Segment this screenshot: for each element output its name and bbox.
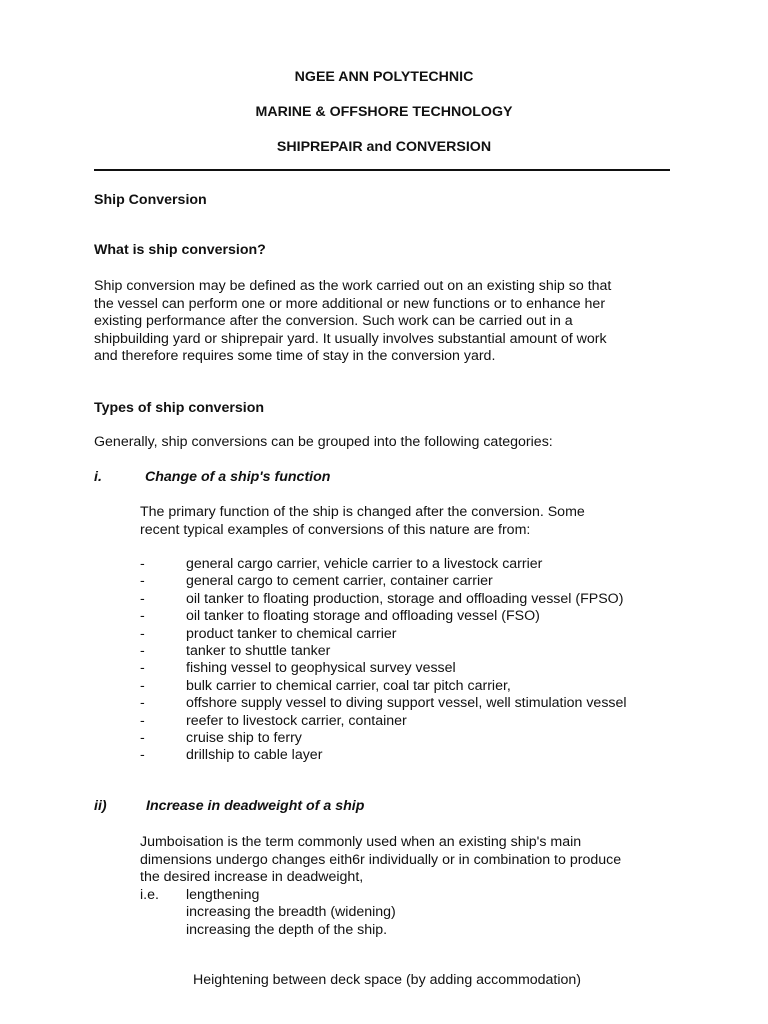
category-2-numeral: ii) — [94, 798, 107, 814]
ie-item-text: increasing the depth of the ship. — [186, 921, 388, 938]
list-bullet: - — [140, 573, 145, 590]
course-title: SHIPREPAIR and CONVERSION — [276, 139, 492, 155]
paragraph-line: Jumboisation is the term commonly used when an existing ship's main — [140, 834, 582, 850]
list-item-text: bulk carrier to chemical carrier, coal tar pitch carrier, — [186, 677, 511, 694]
list-bullet: - — [140, 729, 145, 746]
list-item-text: drillship to cable layer — [186, 747, 323, 764]
list-item-text: cruise ship to ferry — [186, 729, 302, 746]
paragraph-line: The primary function of the ship is changed after the conversion. Some — [140, 504, 585, 520]
paragraph-line: Ship conversion may be defined as the work carried out on an existing ship so that — [94, 278, 612, 294]
paragraph-line: existing performance after the conversion. Such work can be carried out in a — [94, 313, 573, 329]
ie-item-text: lengthening — [186, 886, 260, 903]
paragraph-line: dimensions undergo changes eith6r individually or in combination to produce — [140, 851, 622, 868]
list-bullet: - — [140, 712, 145, 729]
category-1-description — [140, 504, 585, 539]
section-title: Ship Conversion — [94, 192, 207, 208]
what-is-heading: What is ship conversion? — [94, 242, 266, 258]
list-item-text: oil tanker to floating storage and offloading vessel (FSO) — [186, 608, 540, 625]
list-bullet: - — [140, 677, 145, 694]
list-item-text: general cargo to cement carrier, container carrier — [186, 573, 493, 590]
category-2-description — [140, 834, 621, 939]
category-2-title: Increase in deadweight of a ship — [146, 798, 365, 814]
list-bullet: - — [140, 695, 145, 712]
definition-paragraph — [94, 278, 611, 366]
paragraph-line: the vessel can perform one or more additional or new functions or to enhance her — [94, 295, 606, 312]
list-item-text: oil tanker to floating production, storage and offloading vessel (FPSO) — [186, 590, 624, 607]
list-item-text: general cargo carrier, vehicle carrier to a livestock carrier — [186, 556, 543, 572]
ie-label: i.e. — [140, 886, 159, 903]
list-item-text: reefer to livestock carrier, container — [186, 712, 407, 729]
list-item-text: offshore supply vessel to diving support vessel, well stimulation vessel — [186, 695, 627, 712]
list-bullet: - — [140, 747, 145, 764]
category-1-numeral: i. — [94, 469, 102, 485]
ie-list-item — [140, 887, 621, 905]
institution-title: NGEE ANN POLYTECHNIC — [294, 69, 474, 85]
ie-list-item — [140, 904, 621, 922]
list-bullet: - — [140, 625, 145, 642]
paragraph-line: and therefore requires some time of stay in the conversion yard. — [94, 348, 496, 364]
types-intro: Generally, ship conversions can be grouped into the following categories: — [94, 434, 553, 450]
ie-item-text: increasing the breadth (widening) — [186, 904, 396, 920]
header-divider — [94, 169, 670, 171]
list-bullet: - — [140, 608, 145, 625]
list-item-text: product tanker to chemical carrier — [186, 625, 397, 642]
list-bullet: - — [140, 590, 145, 607]
department-title: MARINE & OFFSHORE TECHNOLOGY — [255, 104, 513, 120]
ie-list-item — [140, 922, 621, 940]
paragraph-line: shipbuilding yard or shiprepair yard. It usually involves substantial amount of work — [94, 330, 607, 347]
footer-line: Heightening between deck space (by adding accommodation) — [193, 972, 582, 988]
list-item-text: tanker to shuttle tanker — [186, 642, 331, 659]
paragraph-line: the desired increase in deadweight, — [140, 869, 364, 885]
paragraph-line: recent typical examples of conversions of this nature are from: — [140, 521, 531, 538]
list-bullet: - — [140, 660, 145, 677]
list-bullet: - — [140, 556, 145, 572]
list-item-text: fishing vessel to geophysical survey vessel — [186, 660, 456, 677]
types-heading: Types of ship conversion — [94, 400, 265, 416]
category-1-title: Change of a ship's function — [145, 469, 331, 485]
list-bullet: - — [140, 642, 145, 659]
